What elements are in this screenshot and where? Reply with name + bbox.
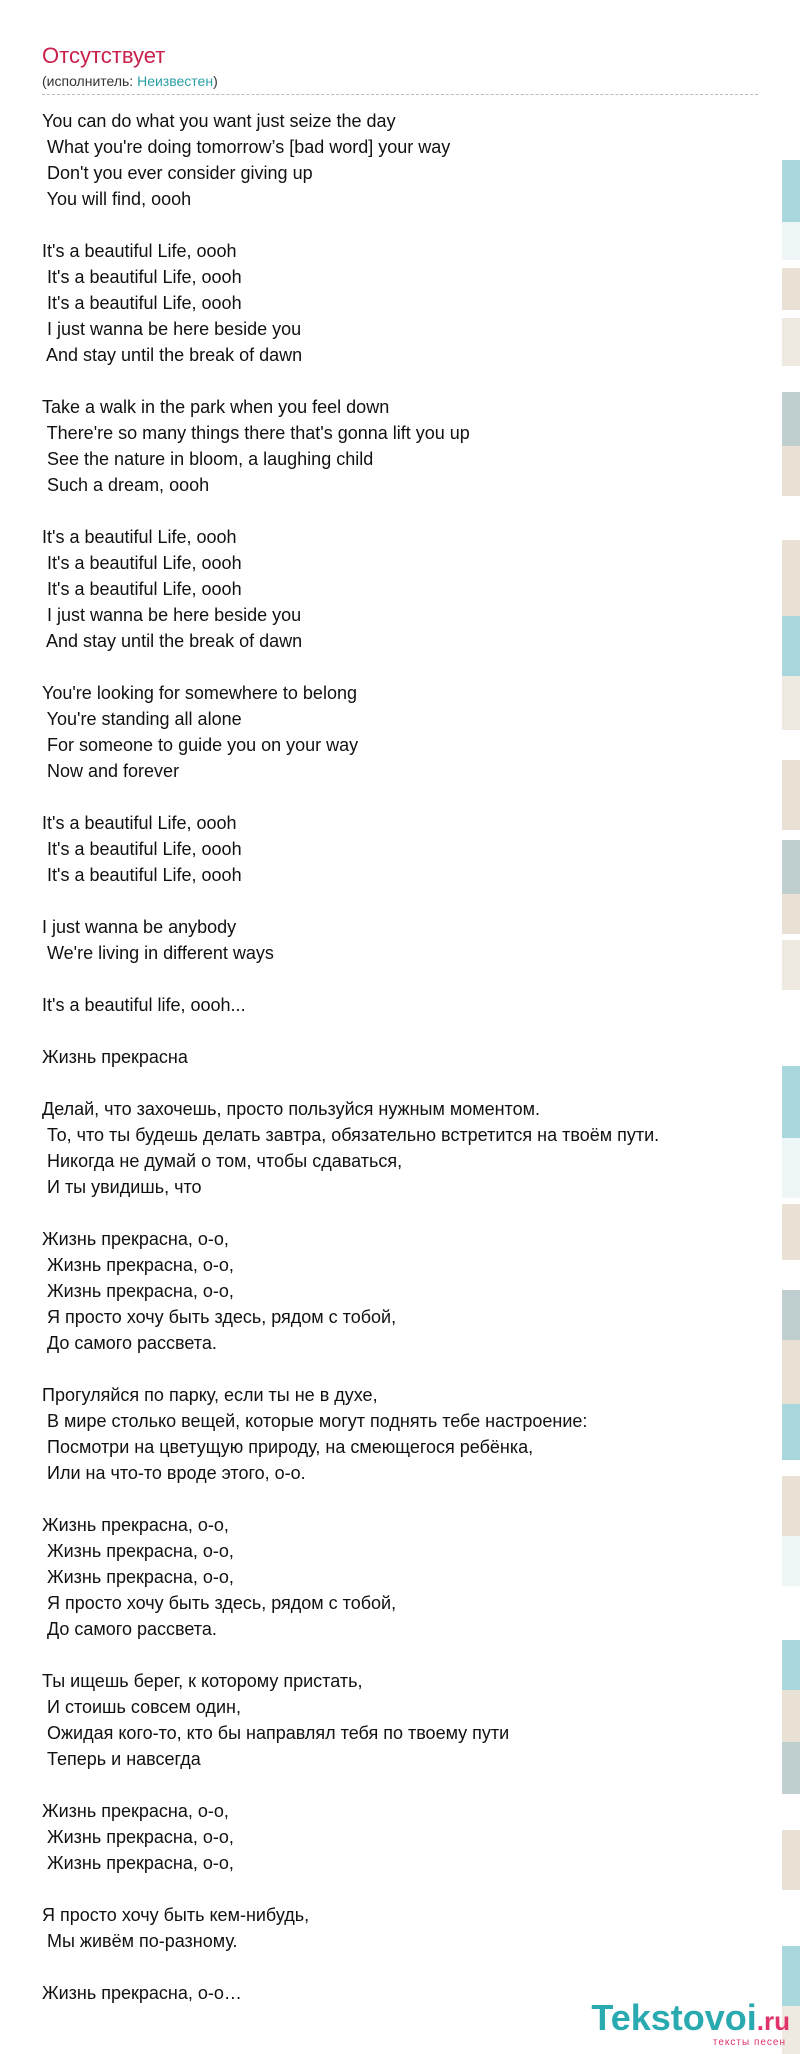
logo-tld: .ru	[756, 2006, 790, 2036]
lyric-line: You will find, oooh	[42, 189, 192, 209]
lyric-line: Жизнь прекрасна, о-о,	[42, 1827, 234, 1847]
lyric-line: I just wanna be here beside you	[42, 605, 302, 625]
lyric-line: И стоишь совсем один,	[42, 1697, 241, 1717]
lyric-line: It's a beautiful Life, oooh	[42, 839, 242, 859]
lyric-line: What you're doing tomorrow’s [bad word] your way	[42, 137, 451, 157]
lyrics-text	[42, 108, 758, 2006]
performer-suffix: )	[213, 73, 218, 89]
performer-prefix: (исполнитель:	[42, 73, 138, 89]
lyric-line: It's a beautiful Life, oooh	[42, 293, 242, 313]
lyric-line: Прогуляйся по парку, если ты не в духе,	[42, 1385, 378, 1405]
lyric-line	[42, 368, 758, 394]
lyric-line: Жизнь прекрасна, о-о,	[42, 1541, 234, 1561]
artist-link[interactable]: Неизвестен	[137, 73, 214, 89]
lyric-line	[42, 1200, 758, 1226]
lyric-line: There're so many things there that's gonna lift you up	[42, 423, 470, 443]
lyric-line: Don't you ever consider giving up	[42, 163, 313, 183]
lyric-line: For someone to guide you on your way	[42, 735, 359, 755]
lyric-line: То, что ты будешь делать завтра, обязательно встретится на твоём пути.	[42, 1125, 660, 1145]
lyric-line	[42, 1356, 758, 1382]
lyric-line: See the nature in bloom, a laughing child	[42, 449, 374, 469]
lyric-line	[42, 784, 758, 810]
performer-line	[42, 72, 758, 90]
lyric-line: Жизнь прекрасна, о-о,	[42, 1853, 234, 1873]
lyric-line: И ты увидишь, что	[42, 1177, 202, 1197]
lyric-line: Теперь и навсегда	[42, 1749, 201, 1769]
lyric-line: Жизнь прекрасна, о-о,	[42, 1515, 229, 1535]
logo-wordmark	[591, 1998, 790, 2041]
lyric-line	[42, 888, 758, 914]
lyric-line	[42, 1954, 758, 1980]
lyric-line: You're standing all alone	[42, 709, 242, 729]
logo-tagline: тексты песен	[712, 2037, 786, 2048]
lyric-line: Жизнь прекрасна, о-о,	[42, 1281, 234, 1301]
lyric-line	[42, 1486, 758, 1512]
lyric-line: I just wanna be anybody	[42, 917, 237, 937]
lyric-line: Жизнь прекрасна	[42, 1047, 188, 1067]
lyric-line	[42, 1070, 758, 1096]
lyric-line	[42, 1642, 758, 1668]
song-title: Отсутствует	[42, 43, 166, 68]
lyric-line: It's a beautiful Life, oooh	[42, 813, 237, 833]
lyric-line: Я просто хочу быть кем-нибудь,	[42, 1905, 310, 1925]
lyric-line: You're looking for somewhere to belong	[42, 683, 357, 703]
lyric-line: Жизнь прекрасна, о-о,	[42, 1255, 234, 1275]
lyric-line: It's a beautiful life, oooh...	[42, 995, 246, 1015]
lyric-line: В мире столько вещей, которые могут поднять тебе настроение:	[42, 1411, 588, 1431]
lyric-line: It's a beautiful Life, oooh	[42, 579, 242, 599]
lyric-line: It's a beautiful Life, oooh	[42, 865, 242, 885]
lyric-line: Ожидая кого-то, кто бы направлял тебя по твоему пути	[42, 1723, 510, 1743]
lyric-line: And stay until the break of dawn	[42, 631, 303, 651]
lyric-line	[42, 1876, 758, 1902]
lyric-line	[42, 212, 758, 238]
lyric-line: We're living in different ways	[42, 943, 274, 963]
site-logo[interactable]	[591, 1998, 790, 2048]
lyric-line: It's a beautiful Life, oooh	[42, 527, 237, 547]
lyric-line: Посмотри на цветущую природу, на смеющегося ребёнка,	[42, 1437, 534, 1457]
lyric-line: Я просто хочу быть здесь, рядом с тобой,	[42, 1593, 397, 1613]
lyric-line: Или на что-то вроде этого, о-о.	[42, 1463, 306, 1483]
lyric-line: It's a beautiful Life, oooh	[42, 553, 242, 573]
lyric-line: Now and forever	[42, 761, 180, 781]
lyric-line	[42, 966, 758, 992]
lyric-line: It's a beautiful Life, oooh	[42, 267, 242, 287]
lyric-line	[42, 1772, 758, 1798]
lyric-line: I just wanna be here beside you	[42, 319, 302, 339]
lyric-line: Жизнь прекрасна, о-о…	[42, 1983, 242, 2003]
lyric-line: Никогда не думай о том, чтобы сдаваться,	[42, 1151, 403, 1171]
lyric-line: And stay until the break of dawn	[42, 345, 303, 365]
lyric-line: Делай, что захочешь, просто пользуйся нужным моментом.	[42, 1099, 540, 1119]
lyric-line: It's a beautiful Life, oooh	[42, 241, 237, 261]
lyric-line: Жизнь прекрасна, о-о,	[42, 1229, 229, 1249]
lyric-line	[42, 1018, 758, 1044]
lyric-line: You can do what you want just seize the day	[42, 111, 396, 131]
lyric-line: Жизнь прекрасна, о-о,	[42, 1801, 229, 1821]
lyric-line	[42, 654, 758, 680]
lyric-line: Жизнь прекрасна, о-о,	[42, 1567, 234, 1587]
lyric-line: Take a walk in the park when you feel down	[42, 397, 390, 417]
lyric-line: Мы живём по-разному.	[42, 1931, 238, 1951]
lyric-line	[42, 498, 758, 524]
lyric-line: Ты ищешь берег, к которому пристать,	[42, 1671, 363, 1691]
lyric-line: До самого рассвета.	[42, 1619, 217, 1639]
divider	[42, 94, 758, 95]
lyric-line: До самого рассвета.	[42, 1333, 217, 1353]
lyric-line: Я просто хочу быть здесь, рядом с тобой,	[42, 1307, 397, 1327]
logo-name: Tekstovoi	[591, 1997, 757, 2038]
lyric-line: Such a dream, oooh	[42, 475, 210, 495]
